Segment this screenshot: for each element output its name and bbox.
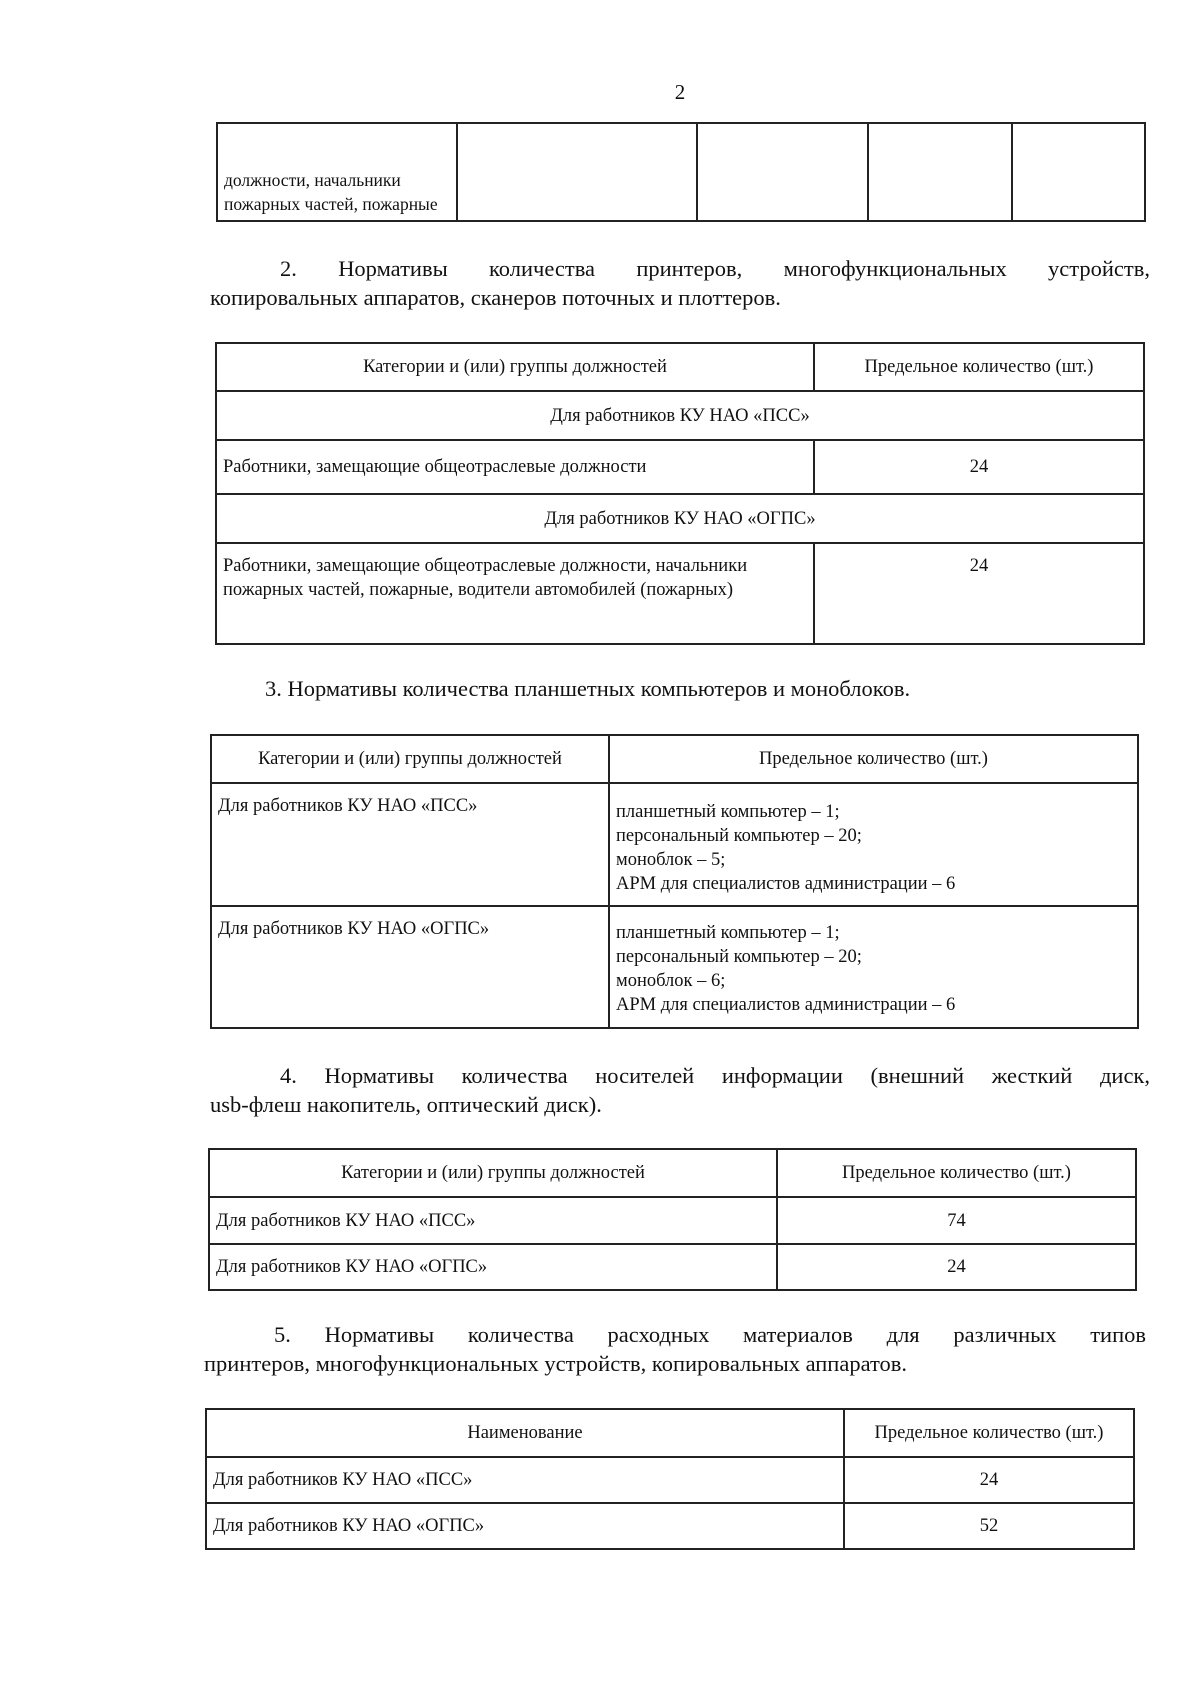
table-cell: 74 (777, 1197, 1136, 1244)
column-header: Предельное количество (шт.) (814, 343, 1144, 391)
table-cell-empty (697, 123, 868, 221)
column-header: Предельное количество (шт.) (844, 1409, 1134, 1457)
table-cell: 24 (814, 543, 1144, 644)
table-cell: должности, начальники пожарных частей, пожарные (217, 123, 457, 221)
printers-table (215, 342, 1145, 645)
section-5-heading: 5. Нормативы количества расходных материалов для различных типов принтеров, многофункциональных устройств, копировальных аппаратов. (204, 1322, 1146, 1376)
column-header: Категории и (или) группы должностей (211, 735, 609, 783)
group-row: Для работников КУ НАО «ПСС» (216, 391, 1144, 440)
column-header: Наименование (206, 1409, 844, 1457)
page-number: 2 (674, 80, 686, 104)
table-cell: 24 (844, 1457, 1134, 1503)
table-continued (216, 122, 1146, 222)
table-cell: Для работников КУ НАО «ПСС» (211, 783, 609, 906)
table-cell: планшетный компьютер – 1; персональный компьютер – 20; моноблок – 6; АРМ для специалистов администрации – 6 (609, 906, 1138, 1028)
table-cell: планшетный компьютер – 1; персональный компьютер – 20; моноблок – 5; АРМ для специалистов администрации – 6 (609, 783, 1138, 906)
table-cell: Для работников КУ НАО «ОГПС» (211, 906, 609, 1028)
tablets-table (210, 734, 1139, 1029)
table-cell: 24 (814, 440, 1144, 494)
table-cell: Работники, замещающие общеотраслевые должности (216, 440, 814, 494)
column-header: Предельное количество (шт.) (777, 1149, 1136, 1197)
table-cell-empty (457, 123, 697, 221)
column-header: Категории и (или) группы должностей (209, 1149, 777, 1197)
section-4-heading: 4. Нормативы количества носителей информации (внешний жесткий диск, usb-флеш накопитель, оптический диск). (210, 1063, 1150, 1117)
table-cell: Для работников КУ НАО «ПСС» (209, 1197, 777, 1244)
table-cell: Для работников КУ НАО «ОГПС» (206, 1503, 844, 1549)
consumables-table (205, 1408, 1135, 1550)
table-cell: Для работников КУ НАО «ОГПС» (209, 1244, 777, 1290)
storage-media-table (208, 1148, 1137, 1291)
table-cell-empty (868, 123, 1012, 221)
table-cell: Для работников КУ НАО «ПСС» (206, 1457, 844, 1503)
group-row: Для работников КУ НАО «ОГПС» (216, 494, 1144, 543)
table-cell: 24 (777, 1244, 1136, 1290)
table-cell: Работники, замещающие общеотраслевые должности, начальники пожарных частей, пожарные, водители автомобилей (пожарных) (216, 543, 814, 644)
table-cell: 52 (844, 1503, 1134, 1549)
column-header: Предельное количество (шт.) (609, 735, 1138, 783)
section-2-heading: 2. Нормативы количества принтеров, многофункциональных устройств, копировальных аппаратов, сканеров поточных и плоттеров. (210, 256, 1150, 310)
section-3-heading: 3. Нормативы количества планшетных компьютеров и моноблоков. (265, 676, 911, 701)
column-header: Категории и (или) группы должностей (216, 343, 814, 391)
table-cell-empty (1012, 123, 1145, 221)
